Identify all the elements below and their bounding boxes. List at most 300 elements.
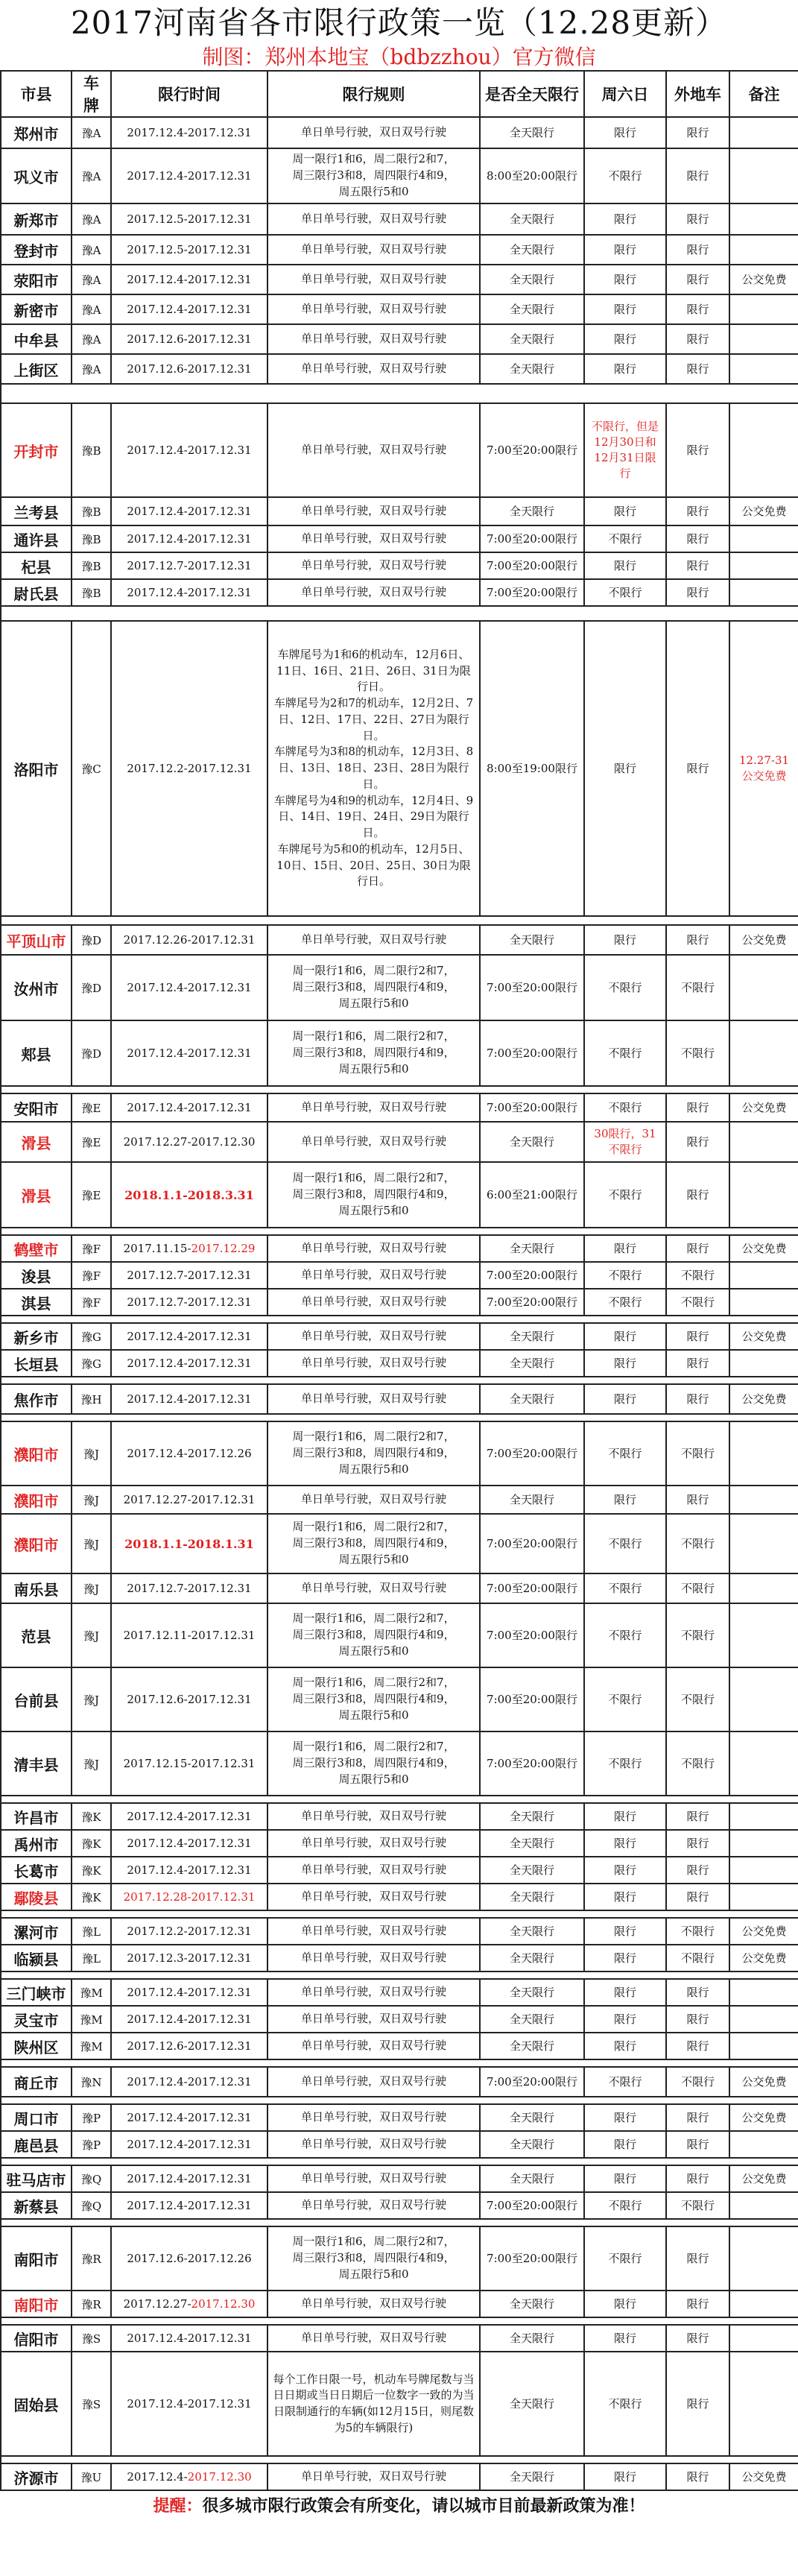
city-cell: 郑州市 [1, 117, 72, 148]
rule-cell: 单日单号行驶，双日双号行驶 [267, 925, 480, 955]
time-cell: 2017.12.4-2017.12.31 [111, 2165, 267, 2192]
table-row [1, 354, 798, 384]
table-row [1, 497, 798, 525]
time-end: 2017.12.31 [191, 1890, 256, 1904]
note-cell [729, 1667, 798, 1731]
allday-cell: 全天限行 [480, 1323, 584, 1350]
divider-cell [1, 1910, 798, 1918]
weekend-cell: 不限行 [584, 1667, 666, 1731]
rule-cell: 单日单号行驶，双日双号行驶 [267, 1918, 480, 1945]
time-cell: 2017.12.4-2017.12.31 [111, 497, 267, 525]
plate-cell: 豫N [72, 2067, 111, 2097]
weekend-cell: 不限行 [584, 1421, 666, 1486]
table-row [1, 1979, 798, 2006]
note-cell: 公交免费 [729, 1384, 798, 1414]
city-cell: 鄢陵县 [1, 1884, 72, 1910]
time-cell: 2017.12.7-2017.12.31 [111, 1262, 267, 1289]
header-plate: 车牌 [72, 71, 111, 117]
time-cell: 2017.12.4-2017.12.31 [111, 2006, 267, 2033]
time-cell [111, 2463, 267, 2490]
note-cell [729, 1979, 798, 2006]
time-cell [111, 2291, 267, 2317]
weekend-cell: 不限行 [584, 1262, 666, 1289]
plate-cell: 豫J [72, 1731, 111, 1796]
divider-cell [1, 2456, 798, 2463]
time-cell: 2017.12.4-2017.12.31 [111, 1020, 267, 1086]
rule-cell: 单日单号行驶，双日双号行驶 [267, 1262, 480, 1289]
time-cell: 2017.12.7-2017.12.31 [111, 552, 267, 579]
weekend-cell: 不限行 [584, 1162, 666, 1228]
allday-cell: 7:00至20:00限行 [480, 1573, 584, 1603]
outside-cell: 限行 [666, 1857, 729, 1884]
table-row [1, 552, 798, 579]
rule-cell: 单日单号行驶，双日双号行驶 [267, 1384, 480, 1414]
note-cell [729, 117, 798, 148]
time-cell: 2018.1.1-2018.1.31 [111, 1514, 267, 1573]
time-cell: 2017.12.2-2017.12.31 [111, 621, 267, 916]
weekend-cell: 限行 [584, 1486, 666, 1514]
rule-cell: 单日单号行驶，双日双号行驶 [267, 1803, 480, 1830]
allday-cell: 7:00至20:00限行 [480, 525, 584, 552]
weekend-cell: 限行 [584, 925, 666, 955]
table-row [1, 2192, 798, 2219]
time-cell: 2017.12.11-2017.12.31 [111, 1603, 267, 1667]
city-cell: 杞县 [1, 552, 72, 579]
table-row [1, 1235, 798, 1262]
allday-cell: 全天限行 [480, 2033, 584, 2059]
city-cell: 新乡市 [1, 1323, 72, 1350]
city-cell: 灵宝市 [1, 2006, 72, 2033]
city-cell: 台前县 [1, 1667, 72, 1731]
city-cell: 长垣县 [1, 1350, 72, 1377]
allday-cell: 8:00至20:00限行 [480, 148, 584, 203]
note-cell: 公交免费 [729, 2067, 798, 2097]
table-row [1, 2165, 798, 2192]
note-cell [729, 1350, 798, 1377]
outside-cell: 限行 [666, 354, 729, 384]
section-divider [1, 1972, 798, 1979]
rule-cell: 周一限行1和6，周二限行2和7， 周三限行3和8，周四限行4和9， 周五限行5和0 [267, 1603, 480, 1667]
city-cell: 郏县 [1, 1020, 72, 1086]
outside-cell: 限行 [666, 2165, 729, 2192]
allday-cell: 全天限行 [480, 2325, 584, 2352]
allday-cell: 7:00至20:00限行 [480, 1020, 584, 1086]
allday-cell: 全天限行 [480, 1384, 584, 1414]
city-cell: 陕州区 [1, 2033, 72, 2059]
header-time: 限行时间 [111, 71, 267, 117]
time-cell: 2017.12.4-2017.12.31 [111, 579, 267, 606]
city-cell: 临颍县 [1, 1945, 72, 1972]
rule-cell: 单日单号行驶，双日双号行驶 [267, 354, 480, 384]
city-cell: 巩义市 [1, 148, 72, 203]
plate-cell: 豫C [72, 621, 111, 916]
city-cell: 通许县 [1, 525, 72, 552]
outside-cell: 限行 [666, 1122, 729, 1162]
city-cell: 浚县 [1, 1262, 72, 1289]
table-row [1, 1918, 798, 1945]
plate-cell: 豫M [72, 2006, 111, 2033]
allday-cell: 全天限行 [480, 2291, 584, 2317]
rule-cell: 单日单号行驶，双日双号行驶 [267, 1573, 480, 1603]
section-divider [1, 1228, 798, 1235]
allday-cell: 7:00至20:00限行 [480, 1421, 584, 1486]
city-cell: 濮阳市 [1, 1421, 72, 1486]
allday-cell: 7:00至20:00限行 [480, 1262, 584, 1289]
outside-cell: 限行 [666, 925, 729, 955]
weekend-cell: 限行 [584, 203, 666, 235]
table-row [1, 294, 798, 324]
city-cell: 新郑市 [1, 203, 72, 235]
outside-cell: 不限行 [666, 1262, 729, 1289]
outside-cell: 限行 [666, 497, 729, 525]
outside-cell: 限行 [666, 2033, 729, 2059]
weekend-cell: 不限行 [584, 2067, 666, 2097]
table-row [1, 579, 798, 606]
plate-cell: 豫M [72, 2033, 111, 2059]
weekend-cell: 限行 [584, 1884, 666, 1910]
outside-cell: 限行 [666, 294, 729, 324]
note-cell [729, 1803, 798, 1830]
note-cell: 公交免费 [729, 497, 798, 525]
table-row [1, 2325, 798, 2352]
plate-cell: 豫A [72, 148, 111, 203]
table-row [1, 1421, 798, 1486]
city-cell: 平顶山市 [1, 925, 72, 955]
section-divider [1, 2456, 798, 2463]
time-cell: 2018.1.1-2018.3.31 [111, 1162, 267, 1228]
rule-cell: 每个工作日限一号，机动车号牌尾数与当日日期或当日日期后一位数字一致的为当日限制通行的车辆(如12月15日，则尾数为5的车辆限行) [267, 2352, 480, 2456]
note-cell [729, 579, 798, 606]
allday-cell: 7:00至20:00限行 [480, 955, 584, 1020]
table-row [1, 2033, 798, 2059]
city-cell: 信阳市 [1, 2325, 72, 2352]
outside-cell: 不限行 [666, 1421, 729, 1486]
weekend-cell: 限行 [584, 1350, 666, 1377]
weekend-cell: 不限行 [584, 1093, 666, 1122]
allday-cell: 全天限行 [480, 1945, 584, 1972]
outside-cell: 限行 [666, 2325, 729, 2352]
time-end: 2017.12.30 [187, 2470, 252, 2484]
weekend-cell: 限行 [584, 1235, 666, 1262]
note-cell [729, 1162, 798, 1228]
time-cell: 2017.12.4-2017.12.31 [111, 1350, 267, 1377]
table-row [1, 265, 798, 294]
plate-cell: 豫K [72, 1884, 111, 1910]
time-cell: 2017.12.27-2017.12.30 [111, 1122, 267, 1162]
allday-cell: 7:00至20:00限行 [480, 1289, 584, 1316]
time-cell: 2017.12.7-2017.12.31 [111, 1289, 267, 1316]
rule-cell: 单日单号行驶，双日双号行驶 [267, 1093, 480, 1122]
note-cell [729, 1122, 798, 1162]
note-cell [729, 1857, 798, 1884]
weekend-cell: 限行 [584, 552, 666, 579]
time-cell: 2017.12.4-2017.12.31 [111, 525, 267, 552]
city-cell: 许昌市 [1, 1803, 72, 1830]
plate-cell: 豫K [72, 1803, 111, 1830]
time-cell: 2017.12.6-2017.12.31 [111, 1667, 267, 1731]
note-cell: 公交免费 [729, 1323, 798, 1350]
section-divider [1, 1316, 798, 1323]
rule-cell: 单日单号行驶，双日双号行驶 [267, 1979, 480, 2006]
outside-cell: 限行 [666, 235, 729, 265]
plate-cell: 豫P [72, 2131, 111, 2158]
city-cell: 鹿邑县 [1, 2131, 72, 2158]
plate-cell: 豫A [72, 235, 111, 265]
city-cell: 滑县 [1, 1122, 72, 1162]
outside-cell: 限行 [666, 1803, 729, 1830]
rule-cell: 单日单号行驶，双日双号行驶 [267, 2067, 480, 2097]
header-allday: 是否全天限行 [480, 71, 584, 117]
allday-cell: 全天限行 [480, 1350, 584, 1377]
weekend-cell: 限行 [584, 2104, 666, 2131]
divider-cell [1, 1377, 798, 1384]
plate-cell: 豫J [72, 1573, 111, 1603]
plate-cell: 豫U [72, 2463, 111, 2490]
time-start: 2017.12.28- [123, 1890, 191, 1904]
rule-cell: 周一限行1和6，周二限行2和7， 周三限行3和8，周四限行4和9， 周五限行5和0 [267, 148, 480, 203]
table-row [1, 1667, 798, 1731]
city-cell: 济源市 [1, 2463, 72, 2490]
allday-cell: 全天限行 [480, 2131, 584, 2158]
time-cell: 2017.12.4-2017.12.31 [111, 1323, 267, 1350]
city-cell: 鹤壁市 [1, 1235, 72, 1262]
table-row [1, 2352, 798, 2456]
time-cell: 2017.12.4-2017.12.31 [111, 1093, 267, 1122]
table-row [1, 1486, 798, 1514]
rule-cell: 单日单号行驶，双日双号行驶 [267, 403, 480, 497]
note-cell [729, 1830, 798, 1857]
footer-note [0, 2491, 798, 2521]
allday-cell: 全天限行 [480, 354, 584, 384]
time-cell [111, 1884, 267, 1910]
table-row [1, 1945, 798, 1972]
plate-cell: 豫K [72, 1857, 111, 1884]
weekend-cell: 限行 [584, 354, 666, 384]
allday-cell: 7:00至20:00限行 [480, 1731, 584, 1796]
allday-cell: 7:00至20:00限行 [480, 1093, 584, 1122]
city-cell: 荥阳市 [1, 265, 72, 294]
weekend-cell: 限行 [584, 2131, 666, 2158]
table-row [1, 1573, 798, 1603]
weekend-cell: 不限行 [584, 2352, 666, 2456]
time-cell: 2017.12.4-2017.12.31 [111, 1857, 267, 1884]
table-row [1, 1384, 798, 1414]
note-cell [729, 2192, 798, 2219]
time-start: 2017.11.15- [123, 1242, 191, 1255]
note-cell [729, 552, 798, 579]
table-row [1, 621, 798, 916]
table-row [1, 955, 798, 1020]
rule-cell: 单日单号行驶，双日双号行驶 [267, 1486, 480, 1514]
table-row [1, 2104, 798, 2131]
divider-cell [1, 1796, 798, 1803]
time-cell: 2017.12.4-2017.12.31 [111, 403, 267, 497]
city-cell: 新密市 [1, 294, 72, 324]
weekend-cell: 限行 [584, 324, 666, 354]
weekend-cell: 不限行，但是12月30日和12月31日限行 [584, 403, 666, 497]
plate-cell: 豫G [72, 1350, 111, 1377]
plate-cell: 豫R [72, 2291, 111, 2317]
outside-cell: 限行 [666, 1350, 729, 1377]
outside-cell: 限行 [666, 1323, 729, 1350]
table-row [1, 117, 798, 148]
weekend-cell: 不限行 [584, 1731, 666, 1796]
city-cell: 清丰县 [1, 1731, 72, 1796]
outside-cell: 不限行 [666, 1667, 729, 1731]
note-cell [729, 148, 798, 203]
time-cell: 2017.12.7-2017.12.31 [111, 1573, 267, 1603]
city-cell: 焦作市 [1, 1384, 72, 1414]
time-cell: 2017.12.27-2017.12.31 [111, 1486, 267, 1514]
table-row [1, 1323, 798, 1350]
allday-cell: 全天限行 [480, 2104, 584, 2131]
allday-cell: 全天限行 [480, 1857, 584, 1884]
note-cell [729, 2352, 798, 2456]
section-divider [1, 1086, 798, 1093]
plate-cell: 豫A [72, 294, 111, 324]
note-cell [729, 2291, 798, 2317]
allday-cell: 全天限行 [480, 1979, 584, 2006]
weekend-cell: 限行 [584, 1918, 666, 1945]
weekend-cell: 限行 [584, 1830, 666, 1857]
weekend-cell: 不限行 [584, 1514, 666, 1573]
plate-cell: 豫E [72, 1162, 111, 1228]
city-cell: 淇县 [1, 1289, 72, 1316]
outside-cell: 限行 [666, 1884, 729, 1910]
section-divider [1, 916, 798, 925]
city-cell: 固始县 [1, 2352, 72, 2456]
plate-cell: 豫D [72, 955, 111, 1020]
plate-cell: 豫J [72, 1421, 111, 1486]
rule-cell: 周一限行1和6，周二限行2和7， 周三限行3和8，周四限行4和9， 周五限行5和0 [267, 1020, 480, 1086]
plate-cell: 豫R [72, 2226, 111, 2291]
allday-cell: 全天限行 [480, 1235, 584, 1262]
outside-cell: 限行 [666, 525, 729, 552]
time-cell [111, 1235, 267, 1262]
allday-cell: 7:00至20:00限行 [480, 1603, 584, 1667]
rule-cell: 单日单号行驶，双日双号行驶 [267, 1289, 480, 1316]
time-cell: 2017.12.4-2017.12.31 [111, 1803, 267, 1830]
outside-cell: 不限行 [666, 955, 729, 1020]
rule-cell: 周一限行1和6，周二限行2和7， 周三限行3和8，周四限行4和9， 周五限行5和0 [267, 1162, 480, 1228]
time-cell: 2017.12.4-2017.12.31 [111, 148, 267, 203]
weekend-cell: 限行 [584, 1384, 666, 1414]
outside-cell: 不限行 [666, 2067, 729, 2097]
section-divider [1, 2158, 798, 2165]
divider-cell [1, 1316, 798, 1323]
outside-cell: 不限行 [666, 1731, 729, 1796]
table-row [1, 2067, 798, 2097]
plate-cell: 豫H [72, 1384, 111, 1414]
allday-cell: 全天限行 [480, 1486, 584, 1514]
allday-cell: 7:00至20:00限行 [480, 1514, 584, 1573]
city-cell: 驻马店市 [1, 2165, 72, 2192]
time-cell: 2017.12.5-2017.12.31 [111, 203, 267, 235]
note-cell: 12.27-31公交免费 [729, 621, 798, 916]
plate-cell: 豫A [72, 265, 111, 294]
section-divider [1, 1910, 798, 1918]
divider-cell [1, 384, 798, 403]
plate-cell: 豫J [72, 1667, 111, 1731]
rule-cell: 单日单号行驶，双日双号行驶 [267, 2463, 480, 2490]
outside-cell: 限行 [666, 2226, 729, 2291]
weekend-cell: 不限行 [584, 955, 666, 1020]
weekend-cell: 不限行 [584, 1289, 666, 1316]
city-cell: 长葛市 [1, 1857, 72, 1884]
note-cell [729, 354, 798, 384]
header-note: 备注 [729, 71, 798, 117]
time-cell: 2017.12.4-2017.12.31 [111, 1830, 267, 1857]
note-cell: 公交免费 [729, 2104, 798, 2131]
table-row [1, 403, 798, 497]
outside-cell: 限行 [666, 1486, 729, 1514]
note-cell [729, 1421, 798, 1486]
rule-cell: 单日单号行驶，双日双号行驶 [267, 1945, 480, 1972]
allday-cell: 7:00至20:00限行 [480, 403, 584, 497]
weekend-cell: 限行 [584, 1803, 666, 1830]
rule-cell: 单日单号行驶，双日双号行驶 [267, 1323, 480, 1350]
allday-cell: 全天限行 [480, 2165, 584, 2192]
outside-cell: 限行 [666, 1093, 729, 1122]
note-cell: 公交免费 [729, 1093, 798, 1122]
allday-cell: 7:00至20:00限行 [480, 2067, 584, 2097]
note-cell [729, 955, 798, 1020]
table-row [1, 1857, 798, 1884]
rule-cell: 周一限行1和6，周二限行2和7， 周三限行3和8，周四限行4和9， 周五限行5和0 [267, 1731, 480, 1796]
outside-cell: 不限行 [666, 1020, 729, 1086]
note-cell: 公交免费 [729, 1235, 798, 1262]
plate-cell: 豫E [72, 1093, 111, 1122]
outside-cell: 不限行 [666, 1514, 729, 1573]
plate-cell: 豫D [72, 1020, 111, 1086]
note-cell [729, 203, 798, 235]
outside-cell: 不限行 [666, 1289, 729, 1316]
city-cell: 洛阳市 [1, 621, 72, 916]
divider-cell [1, 2219, 798, 2226]
plate-cell: 豫B [72, 403, 111, 497]
rule-cell: 单日单号行驶，双日双号行驶 [267, 324, 480, 354]
allday-cell: 全天限行 [480, 925, 584, 955]
allday-cell: 全天限行 [480, 2006, 584, 2033]
time-cell: 2017.12.6-2017.12.31 [111, 354, 267, 384]
city-cell: 上街区 [1, 354, 72, 384]
rule-cell: 单日单号行驶，双日双号行驶 [267, 1350, 480, 1377]
outside-cell: 限行 [666, 324, 729, 354]
city-cell: 南乐县 [1, 1573, 72, 1603]
plate-cell: 豫B [72, 552, 111, 579]
outside-cell: 限行 [666, 579, 729, 606]
allday-cell: 全天限行 [480, 265, 584, 294]
plate-cell: 豫B [72, 579, 111, 606]
weekend-cell: 不限行 [584, 2226, 666, 2291]
time-start: 2017.12.27- [123, 2297, 191, 2311]
outside-cell: 限行 [666, 2006, 729, 2033]
weekend-cell: 限行 [584, 2006, 666, 2033]
section-divider [1, 606, 798, 621]
table-row [1, 235, 798, 265]
section-divider [1, 2219, 798, 2226]
plate-cell: 豫S [72, 2352, 111, 2456]
outside-cell: 不限行 [666, 1573, 729, 1603]
table-row [1, 1122, 798, 1162]
outside-cell: 限行 [666, 1830, 729, 1857]
table-row [1, 1262, 798, 1289]
plate-cell: 豫J [72, 1486, 111, 1514]
weekend-cell: 不限行 [584, 579, 666, 606]
table-row [1, 1289, 798, 1316]
outside-cell: 不限行 [666, 1918, 729, 1945]
divider-cell [1, 2317, 798, 2325]
